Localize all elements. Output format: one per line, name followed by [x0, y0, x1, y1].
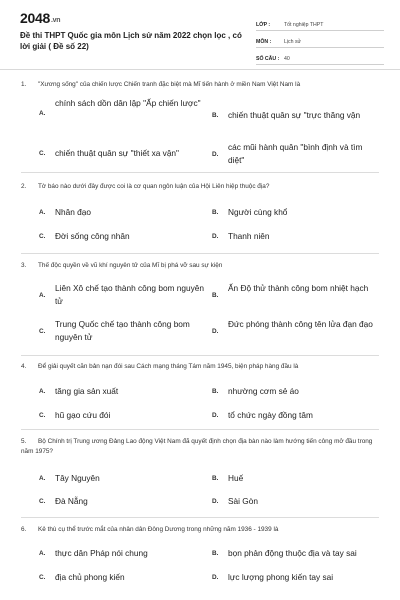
question-number: 4. [21, 363, 27, 370]
meta-label: MÔN : [256, 39, 272, 45]
question-number: 1. [21, 81, 27, 88]
option-text: Ấn Độ thử thành công bom nhiệt hạch [228, 283, 369, 293]
option-letter: B. [212, 550, 219, 557]
option-letter: B. [212, 475, 219, 482]
meta-label: LỚP : [256, 22, 271, 28]
option-letter: B. [212, 112, 219, 119]
option-letter: D. [212, 412, 219, 419]
option-text: Đời sống công nhân [55, 231, 130, 241]
option-text: hũ gạo cứu đói [55, 410, 111, 420]
option-text: Liên Xô chế tạo thành công bom nguyên tử [55, 283, 204, 306]
option-text: chính sách dồn dân lập "Ấp chiến lược" [55, 98, 201, 108]
option-text: Huế [228, 473, 244, 483]
option-text: chiến thuật quân sự "thiết xa vận" [55, 148, 179, 158]
question-text [21, 525, 376, 535]
question-divider [21, 253, 379, 254]
option-text: Tây Nguyên [55, 473, 100, 483]
option-letter: B. [212, 388, 219, 395]
option-text: Đà Nẵng [55, 496, 88, 506]
meta-row-count [256, 50, 384, 65]
question-number: 2. [21, 183, 27, 190]
option-text: Trung Quốc chế tạo thành công bom nguyên tử [55, 319, 190, 342]
question-text [21, 182, 376, 192]
logo-text: 2048 [20, 10, 50, 26]
option-letter: A. [39, 388, 46, 395]
option-letter: C. [39, 574, 46, 581]
option-letter: C. [39, 412, 46, 419]
site-logo[interactable] [20, 10, 60, 26]
meta-label: SỐ CÂU : [256, 56, 280, 62]
option-text: nhường cơm sẻ áo [228, 386, 299, 396]
option-letter: A. [39, 550, 46, 557]
option-letter: A. [39, 475, 46, 482]
question-number: 3. [21, 262, 27, 269]
meta-row-class [256, 16, 384, 31]
option-letter: D. [212, 328, 219, 335]
option-text: tăng gia sản xuất [55, 386, 119, 396]
question-number: 5. [21, 438, 27, 445]
option-letter: C. [39, 498, 46, 505]
question-body: Tờ báo nào dưới đây được coi là cơ quan ngôn luận của Hội Liên hiệp thuộc địa? [38, 183, 270, 190]
option-letter: D. [212, 498, 219, 505]
option-letter: D. [212, 151, 219, 158]
option-letter: D. [212, 574, 219, 581]
question-divider [21, 517, 379, 518]
question-body: Thế độc quyền về vũ khí nguyên tử của Mĩ bị phá vỡ sau sự kiện [38, 262, 223, 269]
option-letter: B. [212, 209, 219, 216]
option-letter: A. [39, 292, 46, 299]
option-text: Đức phóng thành công tên lửa đạn đạo [228, 319, 373, 329]
option-text: Người cùng khổ [228, 207, 288, 217]
question-body: Bộ Chính trị Trung ương Đảng Lao động Việt Nam đã quyết định chọn địa bàn nào làm hướng tiến công mở đầu trong năm 1975? [21, 438, 373, 455]
question-text [21, 80, 376, 90]
option-letter: B. [212, 292, 219, 299]
option-text: tổ chức ngày đồng tâm [228, 410, 313, 420]
question-divider [21, 429, 379, 430]
option-letter: C. [39, 328, 46, 335]
question-body: "Xương sống" của chiến lược Chiến tranh đặc biệt mà Mĩ tiến hành ở miền Nam Việt Nam là [38, 81, 301, 88]
document-meta [256, 16, 384, 67]
meta-value: 40 [284, 56, 290, 62]
option-letter: C. [39, 150, 46, 157]
option-text: lực lượng phong kiến tay sai [228, 572, 334, 582]
question-text [21, 261, 376, 271]
document-title: Đề thi THPT Quốc gia môn Lịch sử năm 2022 chọn lọc , có lời giải ( Đề số 22) [20, 31, 242, 51]
option-letter: D. [212, 233, 219, 240]
option-text: địa chủ phong kiến [55, 572, 125, 582]
question-divider [21, 172, 379, 173]
option-letter: C. [39, 233, 46, 240]
option-text: thực dân Pháp nói chung [55, 548, 148, 558]
option-letter: A. [39, 209, 46, 216]
logo-tld: .vn [50, 17, 61, 24]
document-header [0, 0, 400, 70]
option-text: Nhân đạo [55, 207, 91, 217]
question-text [21, 362, 376, 372]
option-text: chiến thuật quân sự "trực thăng vận [228, 110, 361, 120]
option-text: bọn phản động thuộc địa và tay sai [228, 548, 357, 558]
question-number: 6. [21, 526, 27, 533]
option-text: Sài Gòn [228, 496, 258, 506]
question-body: Kẻ thù cụ thể trước mắt của nhân dân Đông Dương trong những năm 1936 - 1939 là [38, 526, 279, 533]
meta-value: Tốt nghiệp THPT [284, 22, 324, 28]
option-text: các mũi hành quân "bình định và tìm diệt" [228, 142, 363, 165]
question-divider [21, 355, 379, 356]
question-text [21, 437, 376, 457]
question-body: Để giải quyết căn bản nạn đói sau Cách mạng tháng Tám năm 1945, biện pháp hàng đầu là [38, 363, 299, 370]
option-text: Thanh niên [228, 231, 270, 241]
meta-row-subject [256, 33, 384, 48]
option-letter: A. [39, 110, 46, 117]
meta-value: Lịch sử [284, 39, 302, 45]
